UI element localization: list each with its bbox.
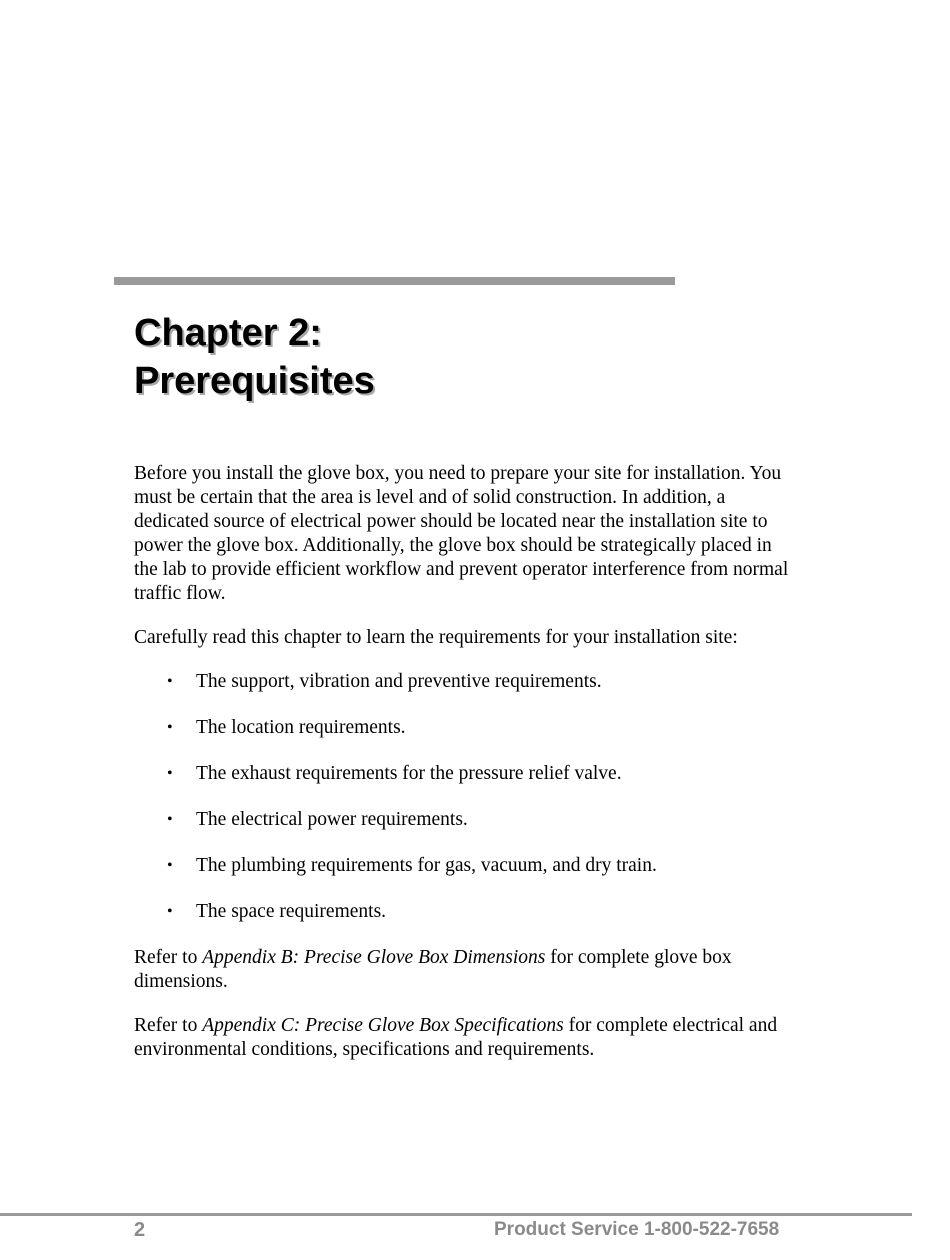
list-item	[134, 670, 794, 694]
bullet-icon: •	[167, 811, 173, 828]
reference-suffix: for complete glove box dimensions.	[134, 947, 732, 992]
bullet-icon: •	[167, 765, 173, 782]
list-item	[134, 854, 794, 878]
requirement-text: The plumbing requirements for gas, vacuum, and dry train.	[196, 855, 657, 876]
chapter-top-rule	[114, 277, 675, 285]
requirement-text: The exhaust requirements for the pressure relief valve.	[196, 763, 622, 784]
bullet-icon: •	[167, 673, 173, 690]
appendix-c-reference	[134, 1014, 794, 1062]
footer-rule	[0, 1213, 912, 1216]
list-item	[134, 900, 794, 924]
chapter-title	[134, 309, 375, 405]
chapter-title-line-2: Prerequisites	[134, 360, 375, 402]
chapter-title-line-1: Chapter 2:	[134, 312, 322, 354]
bullet-icon: •	[167, 903, 173, 920]
requirement-text: The location requirements.	[196, 717, 406, 738]
chapter-body	[134, 462, 794, 1082]
requirement-text: The space requirements.	[196, 901, 387, 922]
reference-prefix: Refer to	[134, 947, 203, 968]
appendix-b-title: Appendix B: Precise Glove Box Dimensions	[202, 947, 546, 968]
appendix-c-title: Appendix C: Precise Glove Box Specifications	[202, 1015, 564, 1036]
reference-suffix: for complete electrical and environmental conditions, specifications and requirements.	[134, 1015, 778, 1060]
product-service-phone: Product Service 1-800-522-7658	[494, 1219, 780, 1240]
requirement-text: The support, vibration and preventive requirements.	[196, 671, 602, 692]
requirements-list	[134, 670, 794, 924]
page-number: 2	[134, 1219, 146, 1241]
list-item	[134, 762, 794, 786]
bullet-icon: •	[167, 719, 173, 736]
list-item	[134, 808, 794, 832]
reference-prefix: Refer to	[134, 1015, 203, 1036]
list-item	[134, 716, 794, 740]
requirement-text: The electrical power requirements.	[196, 809, 468, 830]
intro-paragraph: Before you install the glove box, you need to prepare your site for installation. You must be certain that the area is level and of solid construction. In addition, a dedicated source of electrical power should be located near the installation site to power the glove box. Additionally, the glove box should be strategically placed in the lab to provide efficient workflow and prevent operator interference from normal traffic flow.	[134, 463, 789, 604]
lead-in-paragraph: Carefully read this chapter to learn the requirements for your installation site:	[134, 627, 738, 648]
bullet-icon: •	[167, 857, 173, 874]
appendix-b-reference	[134, 946, 794, 994]
